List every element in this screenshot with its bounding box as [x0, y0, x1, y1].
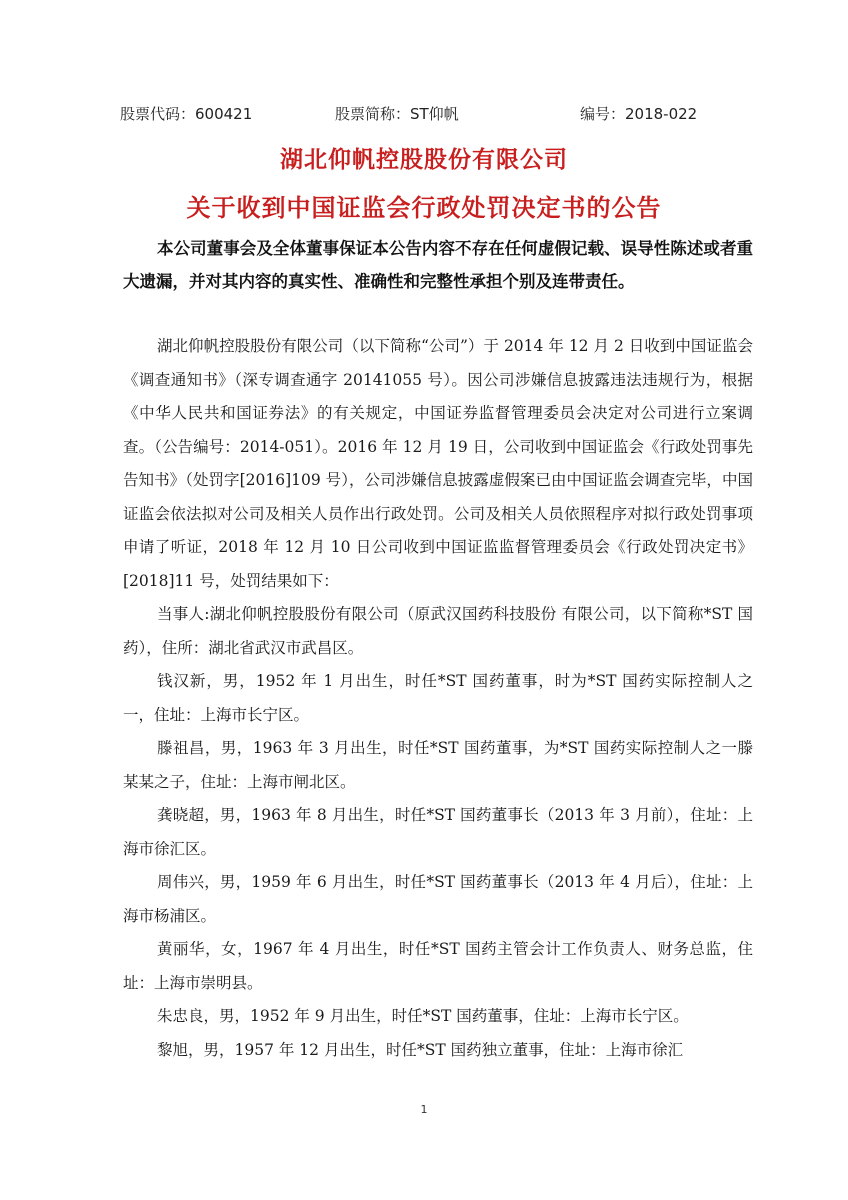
announcement-title: 关于收到中国证监会行政处罚决定书的公告: [186, 194, 662, 222]
page-number: 1: [420, 1103, 428, 1116]
paragraph-party-person: 钱汉新，男，1952 年 1 月出生，时任*ST 国药董事，时为*ST 国药实际控制人之一，住址：上海市长宁区。: [123, 672, 753, 724]
paragraph-party-person: 黄丽华，女，1967 年 4 月出生，时任*ST 国药主管会计工作负责人、财务总监，住址：上海市崇明县。: [123, 940, 753, 992]
paragraph-party-company: 当事人:湖北仰帆控股股份有限公司（原武汉国药科技股份 有限公司，以下简称*ST 国药），住所：湖北省武汉市武昌区。: [123, 605, 753, 657]
announcement-header: [120, 103, 740, 127]
serial-number: 编号：2018-022: [580, 105, 698, 123]
board-guarantee-notice: 本公司董事会及全体董事保证本公告内容不存在任何虚假记载、误导性陈述或者重大遗漏，并对其内容的真实性、准确性和完整性承担个别及连带责任。: [123, 239, 753, 291]
paragraph-party-person: 朱忠良，男，1952 年 9 月出生，时任*ST 国药董事，住址：上海市长宁区。: [157, 1007, 689, 1025]
stock-short-name: 股票简称：ST仰帆: [335, 105, 459, 123]
paragraph-party-person: 周伟兴，男，1959 年 6 月出生，时任*ST 国药董事长（2013 年 4 月后），住址：上海市杨浦区。: [123, 873, 753, 925]
stock-code: 股票代码：600421: [120, 105, 253, 123]
paragraph-background: 湖北仰帆控股股份有限公司（以下简称“公司”）于 2014 年 12 月 2 日收到中国证监会《调查通知书》（深专调查通字 20141055 号）。因公司涉嫌信息披露违法违规行为，根据《中华人民共和国证券法》的有关规定，中国证券监督管理委员会决定对公司进行立案调查。（公告编号：2014-051）。2016 年 12 月 19 日，公司收到中国证监会《行政处罚事先告知书》（处罚字[2016]109 号），公司涉嫌信息披露虚假案已由中国证监会调查完毕，中国证监会依法拟对公司及相关人员作出行政处罚。公司及相关人员依照程序对拟行政处罚事项申请了听证，2018 年 12 月 10 日公司收到中国证监监督管理委员会《行政处罚决定书》[2018]11 号，处罚结果如下：: [123, 337, 753, 590]
paragraph-party-person: 滕祖昌，男，1963 年 3 月出生，时任*ST 国药董事，为*ST 国药实际控制人之一滕某某之子，住址：上海市闸北区。: [123, 739, 753, 791]
paragraph-party-person: 黎旭，男，1957 年 12 月出生，时任*ST 国药独立董事，住址：上海市徐汇: [157, 1040, 684, 1059]
paragraph-party-person: 龚晓超，男，1963 年 8 月出生，时任*ST 国药董事长（2013 年 3 月前），住址：上海市徐汇区。: [123, 806, 753, 858]
company-title: 湖北仰帆控股股份有限公司: [280, 147, 568, 173]
announcement-body: [123, 330, 753, 1067]
